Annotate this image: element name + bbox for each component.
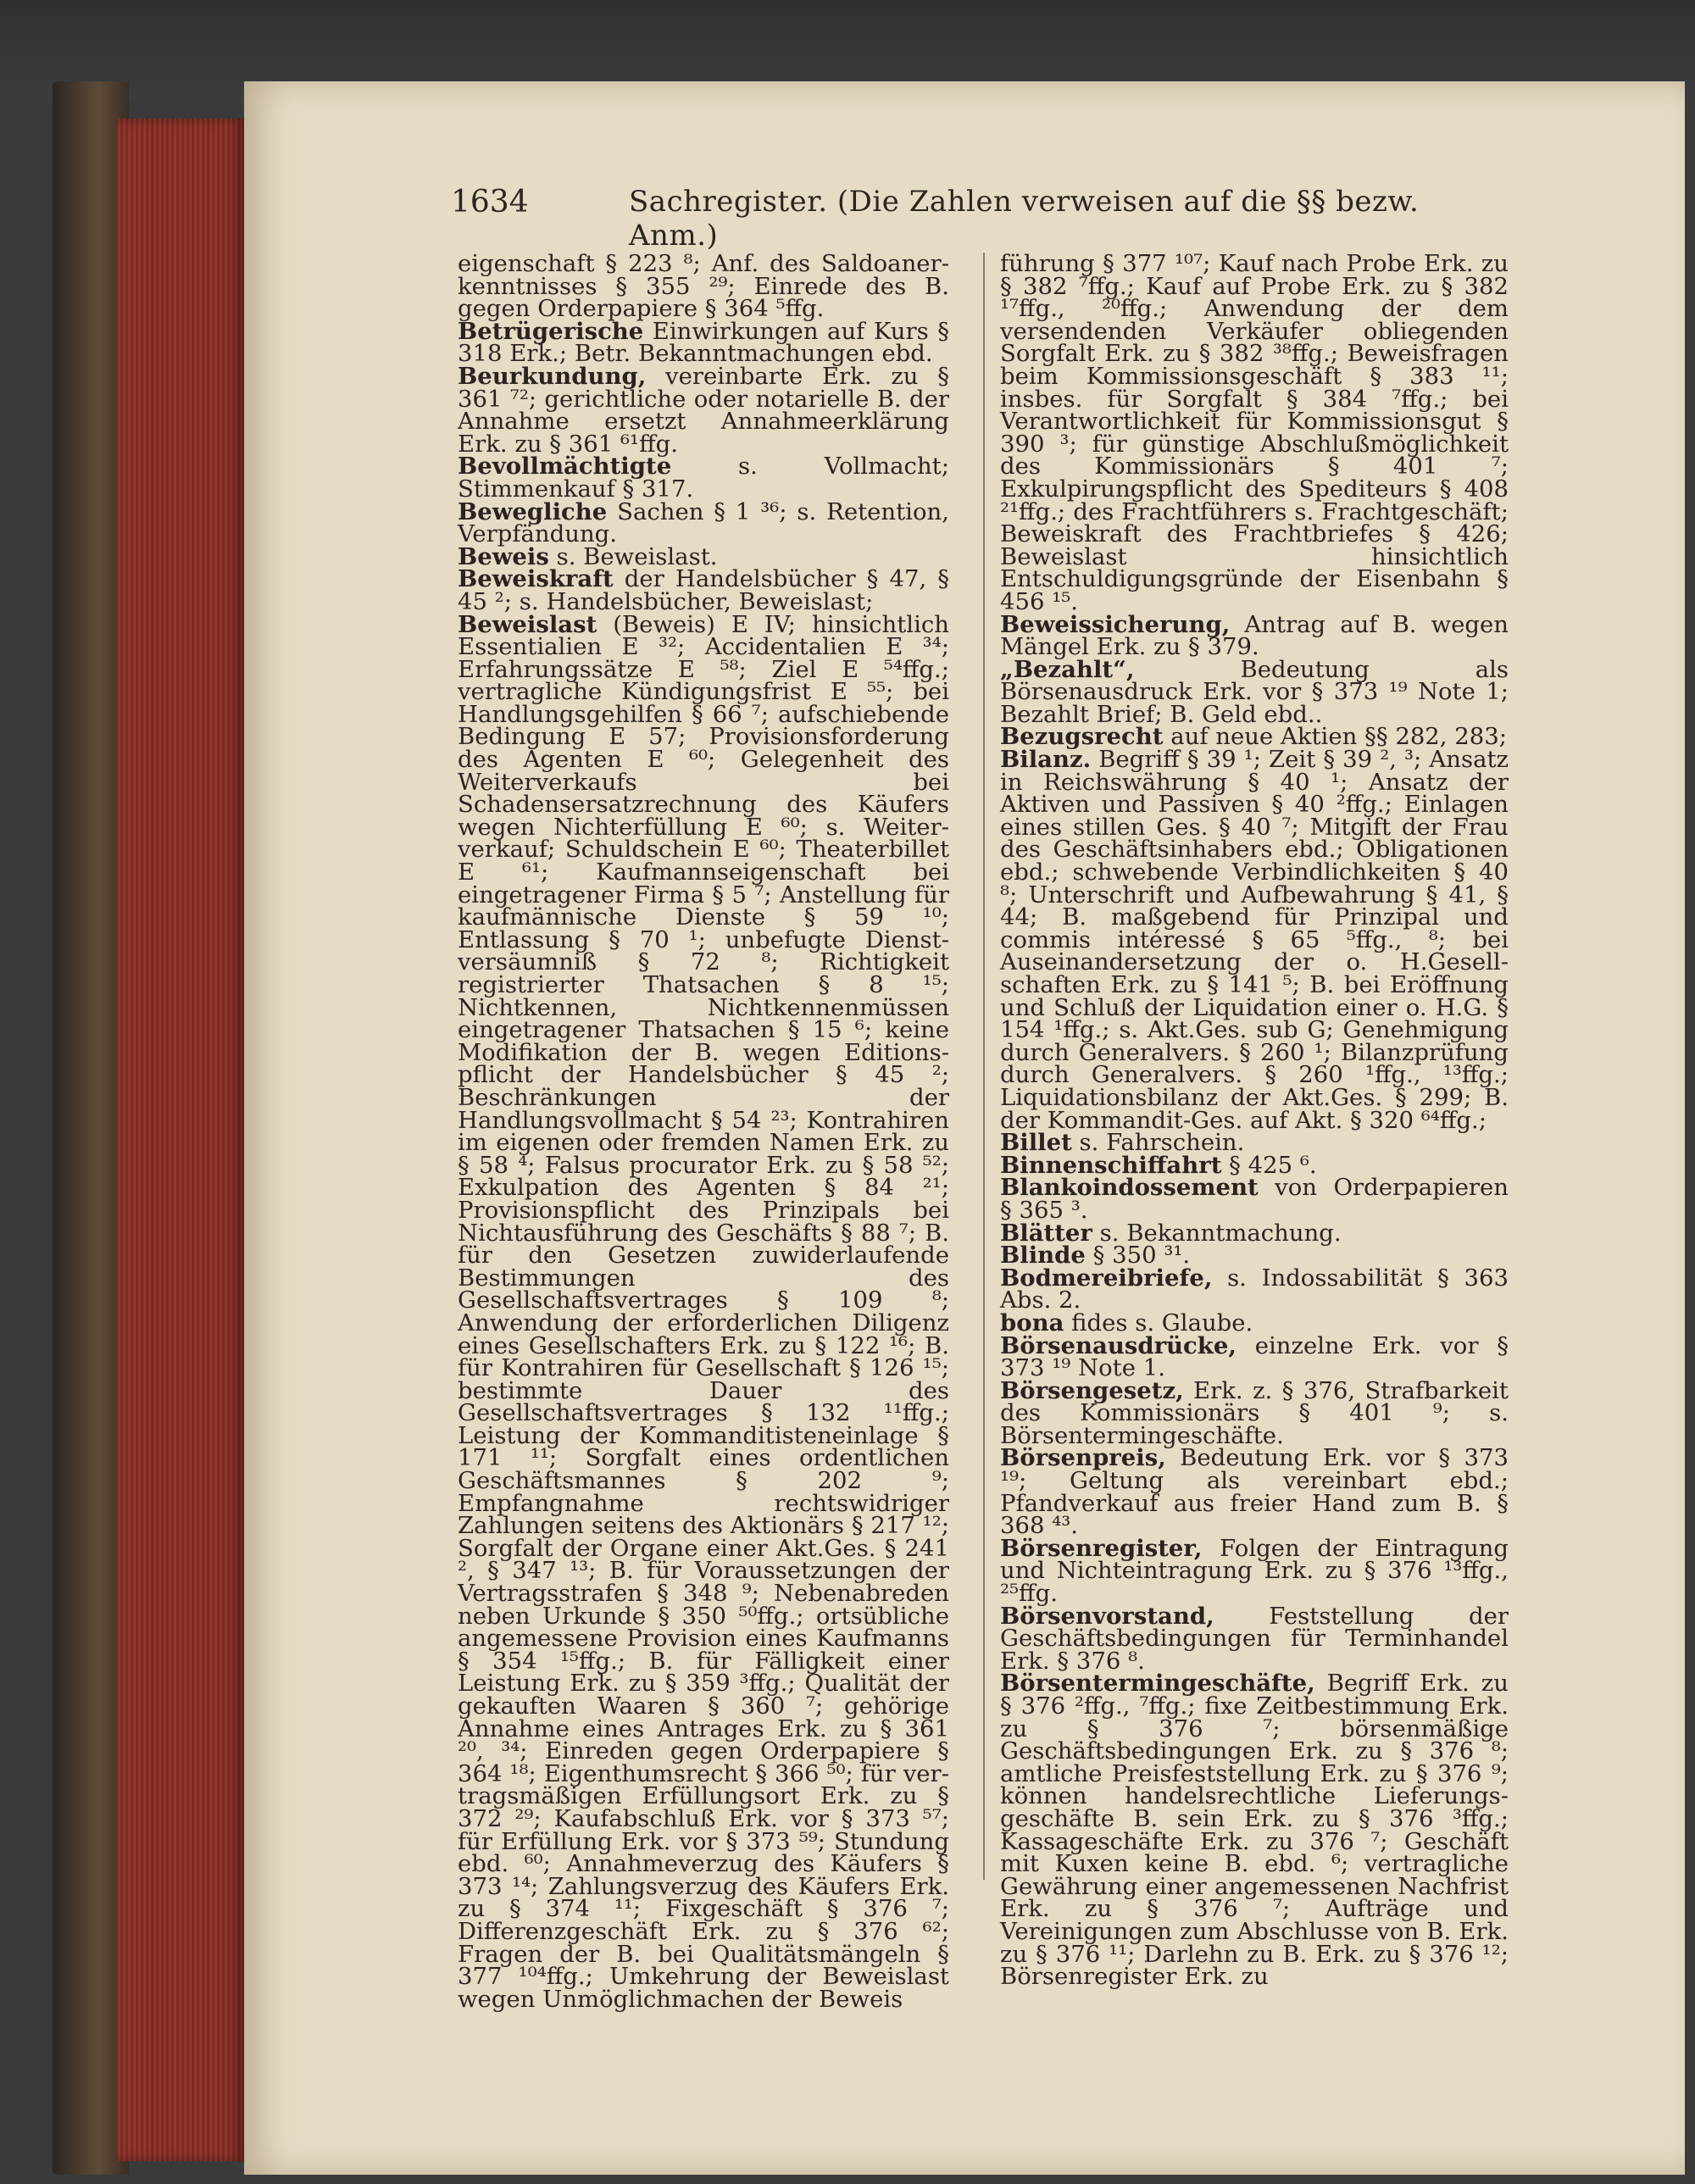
entry-text: Einwirkungen auf Kurs § 318 Erk.; Betr. Bekanntmachungen ebd. [458, 317, 949, 368]
entry-keyword: Betrügerische [458, 317, 644, 345]
page-edges [117, 119, 244, 2161]
entry-keyword: Blankoindossement [1000, 1174, 1259, 1202]
entry-text: auf neue Aktien §§ 282, 283; [1163, 723, 1508, 751]
entry-text: fides s. Glaube. [1064, 1309, 1253, 1337]
entry-keyword: Börsentermingeschäfte, [1000, 1670, 1315, 1698]
index-entry [1000, 1670, 1509, 1991]
entry-keyword: Billet [1000, 1129, 1072, 1157]
page-number: 1634 [451, 185, 529, 220]
running-title: Sachregister. (Die Zahlen verweisen auf die §§ bezw. Anm.) [629, 185, 1420, 253]
entry-keyword: Binnenschiffahrt [1000, 1151, 1222, 1179]
index-entry [458, 565, 949, 615]
index-entry [1000, 1174, 1509, 1224]
index-entry [1000, 1331, 1509, 1382]
index-entry [1000, 1376, 1509, 1449]
index-entry [1000, 1602, 1509, 1675]
entry-text: der Handelsbücher § 47, § 45 ²; s. Handelsbücher, Beweislast; [458, 565, 949, 615]
entry-keyword: „Bezahlt“, [1000, 655, 1135, 683]
entry-text: s. Fahrschein. [1071, 1129, 1245, 1157]
index-entry [1000, 1219, 1509, 1247]
entry-text: Bedeutung Erk. vor § 373 ¹⁹; Geltung als vereinbart ebd.; Pfandverkauf aus freier Hand zum B. § 368 ⁴³. [1000, 1444, 1509, 1540]
entry-keyword: Beweislast [458, 610, 597, 638]
index-entry [458, 542, 949, 570]
entry-text: von Orderpapieren § 365 ³. [1000, 1174, 1509, 1224]
index-entry [1000, 610, 1509, 661]
index-entry [458, 317, 949, 368]
index-entry [1000, 250, 1509, 615]
index-entry [1000, 746, 1509, 1134]
entry-keyword: Beweiskraft [458, 565, 614, 593]
entry-text: Begriff Erk. zu § 376 ²ffg., ⁷ffg.; fixe Zeitbestimmung Erk. zu § 376 ⁷; börsenmäßige Geschäftsbedingungen Erk. zu § 376 ⁸; amtliche Preisfeststellung Erk. zu § 376 ⁹; können handelsrechtliche Lieferungsgeschäfte B. sein Erk. zu § 376 ³ffg.; Kassageschäfte Erk. zu 376 ⁷; Geschäft mit Kuxen keine B. ebd. ⁶; vertragliche Gewährung einer angemessenen Nachfrist Erk. zu § 376 ⁷; Aufträge und Vereinigungen zum Abschlusse von B. Erk. zu § 376 ¹¹; Darlehn zu B. Erk. zu § 376 ¹²; Börsenregister Erk. zu [1000, 1670, 1509, 1991]
index-entry [458, 453, 949, 503]
entry-text: führung § 377 ¹⁰⁷; Kauf nach Probe Erk. zu § 382 ⁷ffg.; Kauf auf Probe Erk. zu § 382 ¹⁷ffg., ²⁰ffg.; Anwendung der dem versendenden Verkäufer obliegenden Sorgfalt Erk. zu § 382 ³⁸ffg.; Beweisfragen beim Kommissionsgeschäft § 383 ¹¹; insbes. für Sorgfalt § 384 ⁷ffg.; bei Verantwortlichkeit für Kommissionsgut § 390 ³; für günstige Abschlußmöglichkeit des Kommissionärs § 401 ⁷; Exkulpirungspflicht des Spediteurs § 408 ²¹ffg.; des Frachtführers s. Frachtgeschäft; Beweiskraft des Frachtbriefes § 426; Beweislast hinsichtlich Entschuldigungsgründe der Eisenbahn § 456 ¹⁵. [1000, 250, 1509, 615]
index-entry [458, 250, 949, 323]
entry-keyword: Börsenpreis, [1000, 1444, 1166, 1472]
entry-text: Sachen § 1 ³⁶; s. Retention, Verpfändung. [458, 497, 949, 548]
entry-text: Erk. z. § 376, Strafbarkeit des Kommissionärs § 401 ⁹; s. Börsentermingeschäfte. [1000, 1376, 1509, 1449]
entry-keyword: Bodmereibriefe, [1000, 1264, 1213, 1292]
right-column [1000, 250, 1509, 1991]
entry-keyword: Bilanz. [1000, 746, 1092, 774]
entry-keyword: Börsengesetz, [1000, 1376, 1184, 1404]
index-entry [1000, 1129, 1509, 1157]
entry-keyword: bona [1000, 1309, 1064, 1337]
entry-keyword: Blinde [1000, 1242, 1086, 1270]
column-divider [983, 253, 985, 1880]
index-entry [1000, 1444, 1509, 1540]
entry-text: Folgen der Eintragung und Nichteintragung Erk. zu § 376 ¹³ffg., ²⁵ffg. [1000, 1534, 1509, 1608]
index-entry [1000, 1534, 1509, 1608]
entry-keyword: Beweis [458, 542, 549, 570]
entry-keyword: Bewegliche [458, 497, 608, 525]
index-entry [458, 497, 949, 548]
entry-keyword: Beweissicherung, [1000, 610, 1231, 638]
entry-text: s. Bekanntmachung. [1092, 1219, 1342, 1247]
index-entry [1000, 655, 1509, 728]
left-column [458, 250, 949, 2013]
entry-text: eigenschaft § 223 ⁸; Anf. des Saldoanerkenntnisses § 355 ²⁹; Einrede des B. gegen Orderpapiere § 364 ⁵ffg. [458, 250, 949, 323]
entry-text: § 425 ⁶. [1221, 1151, 1317, 1179]
page-header [451, 185, 1510, 253]
entry-text: Bedeutung als Börsenausdruck Erk. vor § 373 ¹⁹ Note 1; Bezahlt Brief; B. Geld ebd.. [1000, 655, 1509, 728]
entry-text: Antrag auf B. wegen Mängel Erk. zu § 379. [1000, 610, 1509, 661]
entry-keyword: Börsenvorstand, [1000, 1602, 1214, 1630]
index-entry [1000, 1264, 1509, 1314]
entry-text: Feststellung der Geschäftsbedingungen für Terminhandel Erk. § 376 ⁸. [1000, 1602, 1509, 1675]
entry-keyword: Bevollmächtigte [458, 453, 672, 481]
entry-text: Begriff § 39 ¹; Zeit § 39 ², ³; Ansatz in Reichswährung § 40 ¹; Ansatz der Aktiven und Passiven § 40 ²ffg.; Einlagen eines stillen Ges. § 40 ⁷; Mitgift der Frau des Geschäftsinhabers ebd.; Obligationen ebd.; schwebende Verbindlichkeiten § 40 ⁸; Unterschrift und Aufbewahrung § 41, § 44; B. maßgebend für Prinzipal und commis intéressé § 65 ⁵ffg., ⁸; bei Auseinandersetzung der o. H.Gesellschaften Erk. zu § 141 ⁵; B. bei Eröffnung und Schluß der Liquidation einer o. H.G. § 154 ¹ffg.; s. Akt.Ges. sub G; Genehmigung durch Generalvers. § 260 ¹; Bilanzprüfung durch Generalvers. § 260 ¹ffg., ¹³ffg.; Liquidationsbilanz der Akt.Ges. § 299; B. der Kommandit-Ges. auf Akt. § 320 ⁶⁴ffg.; [1000, 746, 1509, 1134]
index-entry [458, 610, 949, 2013]
entry-text: vereinbarte Erk. zu § 361 ⁷²; gerichtliche oder notarielle B. der Annahme ersetzt Annahmeerklärung Erk. zu § 361 ⁶¹ffg. [458, 362, 949, 458]
entry-text: s. Vollmacht; Stimmenkauf § 317. [458, 453, 949, 503]
entry-keyword: Beurkundung, [458, 362, 647, 390]
index-entry [1000, 723, 1509, 751]
entry-keyword: Börsenausdrücke, [1000, 1331, 1237, 1359]
index-entry [458, 362, 949, 458]
entry-text: § 350 ³¹. [1085, 1242, 1191, 1270]
entry-keyword: Bezugsrecht [1000, 723, 1164, 751]
index-entry [1000, 1151, 1509, 1179]
entry-text: s. Beweislast. [548, 542, 718, 570]
entry-text: s. Indossabilität § 363 Abs. 2. [1000, 1264, 1509, 1314]
entry-text: einzelne Erk. vor § 373 ¹⁹ Note 1. [1000, 1331, 1509, 1382]
entry-keyword: Blätter [1000, 1219, 1092, 1247]
entry-text: (Beweis) E IV; hinsichtlich Essentialien E ³²; Accidentalien E ³⁴; Erfahrungssätze E ⁵⁸; Ziel E ⁵⁴ffg.; vertragliche Kündigungsfrist E ⁵⁵; bei Handlungsgehilfen § 66 ⁷; aufschiebende Bedingung E 57; Provisionsforderung des Agenten E ⁶⁰; Gelegenheit des Weiterverkaufs bei Schadensersatzrechnung des Käufers wegen Nichterfüllung E ⁶⁰; s. Weiterverkauf; Schuldschein E ⁶⁰; Theaterbillet E ⁶¹; Kaufmannseigenschaft bei eingetragener Firma § 5 ⁷; Anstellung für kaufmännische Dienste § 59 ¹⁰; Entlassung § 70 ¹; unbefugte Dienstversäumniß § 72 ⁸; Richtigkeit registrierter Thatsachen § 8 ¹⁵; Nichtkennen, Nichtkennenmüssen eingetragener Thatsachen § 15 ⁶; keine Modifikation der B. wegen Editionspflicht der Handelsbücher § 45 ²; Beschränkungen der Handlungsvollmacht § 54 ²³; Kontrahiren im eigenen oder fremden Namen Erk. zu § 58 ⁴; Falsus procurator Erk. zu § 58 ⁵²; Exkulpation des Agenten § 84 ²¹; Provisionspflicht des Prinzipals bei Nichtausführung des Geschäfts § 88 ⁷; B. für den Gesetzen zuwiderlaufende Bestimmungen des Gesellschaftsvertrages § 109 ⁸; Anwendung der erforderlichen Diligenz eines Gesellschafters Erk. zu § 122 ¹⁶; B. für Kontrahiren für Gesellschaft § 126 ¹⁵; bestimmte Dauer des Gesellschaftsvertrages § 132 ¹¹ffg.; Leistung der Kommanditisteneinlage § 171 ¹¹; Sorgfalt eines ordentlichen Geschäftsmannes § 202 ⁹; Empfangnahme rechtswidriger Zahlungen seitens des Aktionärs § 217 ¹²; Sorgfalt der Organe einer Akt.Ges. § 241 ², § 347 ¹³; B. für Voraussetzungen der Vertragsstrafen § 348 ⁹; Nebenabreden neben Urkunde § 350 ⁵⁰ffg.; ortsübliche angemessene Provision eines Kaufmanns § 354 ¹⁵ffg.; B. für Fälligkeit einer Leistung Erk. zu § 359 ³ffg.; Qualität der gekauften Waaren § 360 ⁷; gehörige Annahme eines Antrages Erk. zu § 361 ²⁰, ³⁴; Einreden gegen Orderpapiere § 364 ¹⁸; Eigenthumsrecht § 366 ⁵⁰; für vertragsmäßigen Erfüllungsort Erk. zu § 372 ²⁹; Kaufabschluß Erk. vor § 373 ⁵⁷; für Erfüllung Erk. vor § 373 ⁵⁹; Stundung ebd. ⁶⁰; Annahmeverzug des Käufers § 373 ¹⁴; Zahlungsverzug des Käufers Erk. zu § 374 ¹¹; Fixgeschäft § 376 ⁷; Differenzgeschäft Erk. zu § 376 ⁶²; Fragen der B. bei Qualitätsmängeln § 377 ¹⁰⁴ffg.; Umkehrung der Beweislast wegen Unmöglichmachen der Beweis [458, 610, 949, 2013]
index-entry [1000, 1309, 1509, 1337]
index-entry [1000, 1242, 1509, 1270]
entry-keyword: Börsenregister, [1000, 1534, 1203, 1562]
